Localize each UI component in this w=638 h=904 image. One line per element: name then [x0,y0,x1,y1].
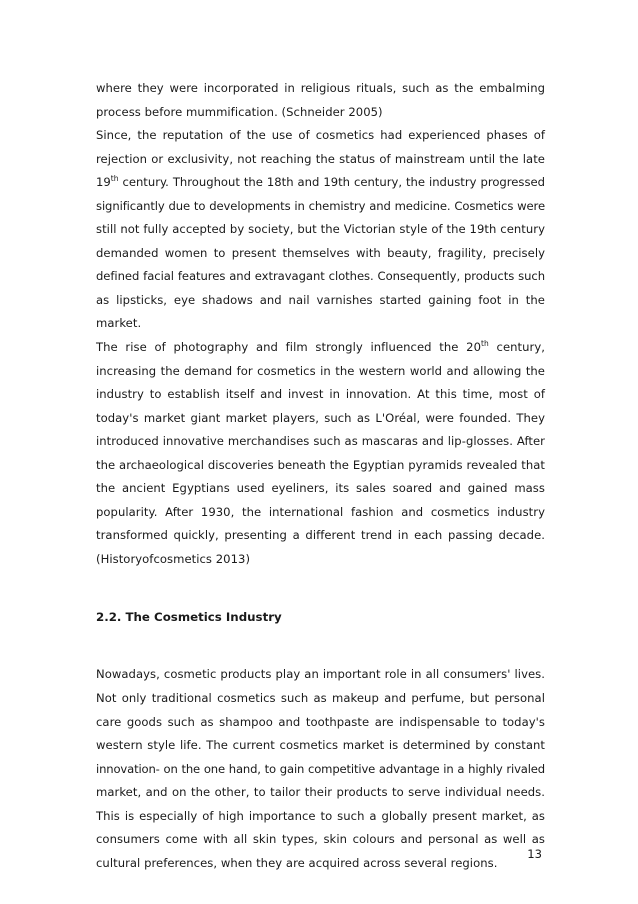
superscript: th [481,339,489,349]
text-line: popularity. After 1930, the international fashion and cosmetics industry [96,504,545,519]
page-content [96,77,545,875]
text-line: cultural preferences, when they are acquired across several regions. [96,855,498,870]
text-line: consumers come with all skin types, skin colours and personal as well as [96,832,545,847]
heading-spacer [96,629,545,663]
text-line: Not only traditional cosmetics such as makeup and perfume, but personal [96,691,545,706]
text-line: Nowadays, cosmetic products play an important role in all consumers' lives. [96,667,545,682]
section-heading: 2.2. The Cosmetics Industry [96,610,282,625]
section-spacer [96,571,545,606]
text-line: today's market giant market players, such as L'Oréal, were founded. They [96,410,545,425]
text-line: Since, the reputation of the use of cosmetics had experienced phases of [96,128,545,143]
text-line: defined facial features and extravagant clothes. Consequently, products such [96,269,545,284]
text-fragment: 19 [96,175,111,190]
text-line: care goods such as shampoo and toothpaste are indispensable to today's [96,714,545,729]
text-line: increasing the demand for cosmetics in the western world and allowing the [96,363,545,378]
text-line: the archaeological discoveries beneath the Egyptian pyramids revealed that [96,457,545,472]
text-line: industry to establish itself and invest in innovation. At this time, most of [96,387,545,402]
text-line: as lipsticks, eye shadows and nail varnishes started gaining foot in the [96,292,545,307]
text-line-with-superscript [96,171,545,195]
text-line: process before mummification. (Schneider 2005) [96,104,383,119]
text-fragment: century. Throughout the 18th and 19th century, the industry progressed [118,175,545,190]
text-line: rejection or exclusivity, not reaching the status of mainstream until the late [96,151,545,166]
text-line: market. [96,316,142,331]
paragraph-4 [96,663,545,875]
text-line: the ancient Egyptians used eyeliners, its sales soared and gained mass [96,481,545,496]
text-line: western style life. The current cosmetics market is determined by constant [96,738,545,753]
text-line: (Historyofcosmetics 2013) [96,551,251,566]
text-line: demanded women to present themselves with beauty, fragility, precisely [96,245,545,260]
text-line-with-superscript [96,336,545,360]
paragraph-2 [96,124,545,336]
text-fragment: century, [488,340,545,355]
text-line: innovation- on the one hand, to gain competitive advantage in a highly rivaled [96,761,545,776]
text-line: market, and on the other, to tailor their products to serve individual needs. [96,785,545,800]
paragraph-1 [96,77,545,124]
page-number: 13 [527,847,542,861]
text-line: still not fully accepted by society, but the Victorian style of the 19th century [96,222,545,237]
text-line: significantly due to developments in chemistry and medicine. Cosmetics were [96,198,545,213]
superscript: th [110,174,119,184]
text-line: This is especially of high importance to such a globally present market, as [96,808,545,823]
text-line: transformed quickly, presenting a different trend in each passing decade. [96,528,545,543]
text-line: introduced innovative merchandises such as mascaras and lip-glosses. After [96,434,545,449]
text-line: where they were incorporated in religious rituals, such as the embalming [96,81,545,95]
text-fragment: The rise of photography and film strongly influenced the 20 [96,340,482,355]
paragraph-3 [96,336,545,571]
